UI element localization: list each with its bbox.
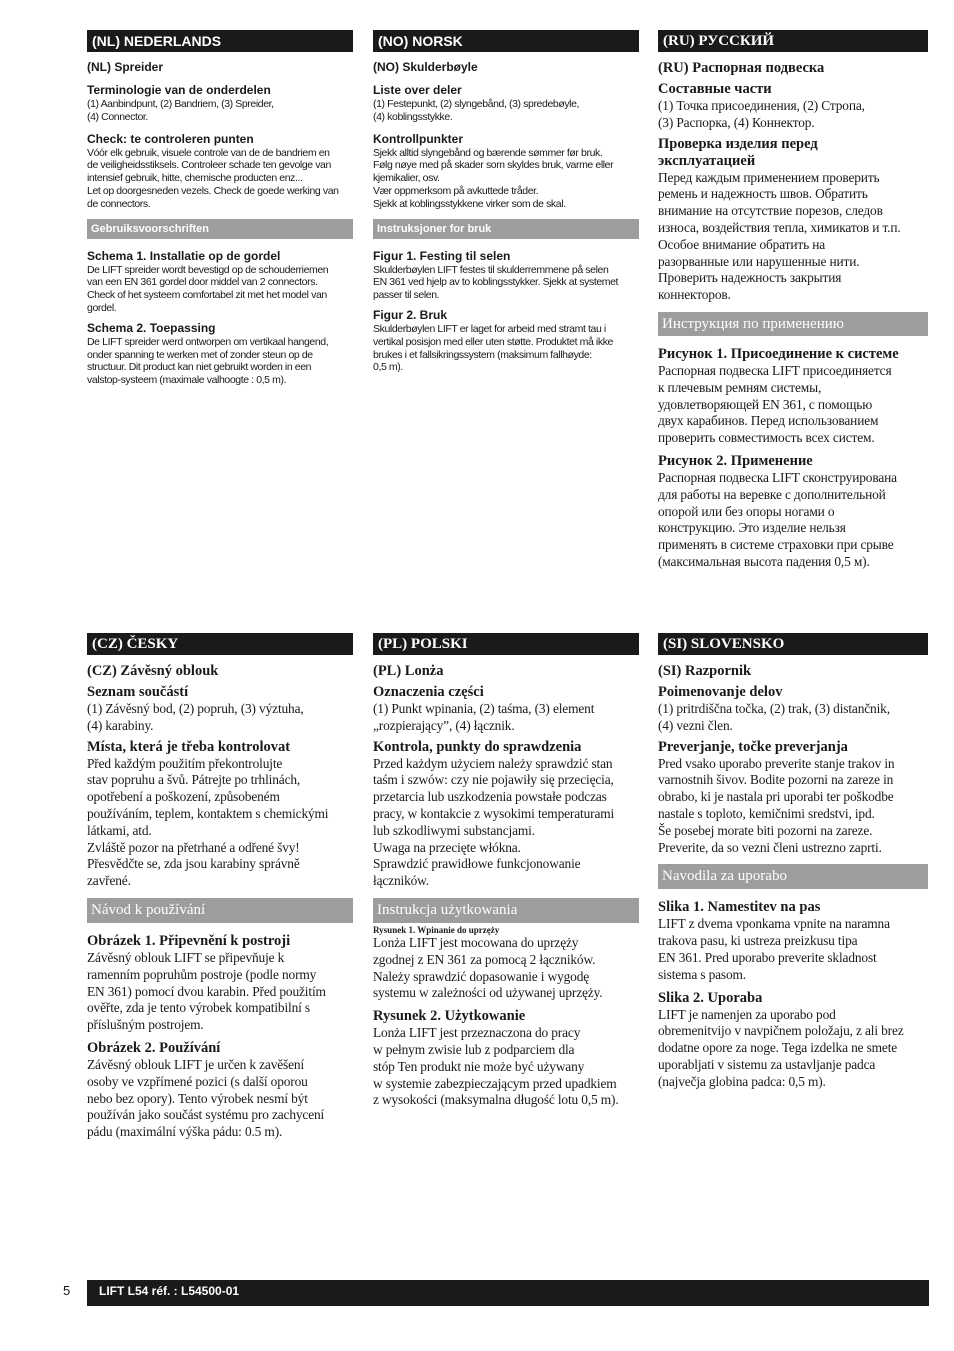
check-text: коннекторов. — [658, 287, 731, 303]
usage-section-header: Instruksjoner for bruk — [373, 219, 639, 239]
figure2-text: stóp Ten produkt nie może być używany — [373, 1058, 585, 1074]
usage-section-header: Instrukcja użytkowania — [373, 898, 639, 923]
figure1-text: gordel. — [87, 301, 117, 314]
figure1-heading: Schema 1. Installatie op de gordel — [87, 248, 281, 263]
product-title: (PL) Lonża — [373, 663, 444, 679]
parts-text: (1) Festepunkt, (2) slyngebånd, (3) spredebøyle, — [373, 98, 580, 110]
figure2-text: Skulderbøylen LIFT er laget for arbeid med stramt tau i — [373, 322, 606, 335]
figure1-text: Распорная подвеска LIFT присоединяется — [658, 362, 892, 378]
section-ru — [658, 30, 928, 571]
figure1-text: двух карабинов. Перед использованием — [658, 413, 879, 429]
figure2-text: w systemie zabezpieczającym przed upadkiem — [373, 1075, 617, 1091]
check-text: ремень и надежность швов. Обратить — [658, 186, 868, 202]
check-text: Особое внимание обратить на — [658, 236, 826, 252]
figure2-text: dodatne opore za noge. Tega izdelka ne smete — [658, 1040, 898, 1056]
check-heading: Check: te controleren punten — [87, 131, 254, 146]
parts-text: „rozpierający”, (4) łącznik. — [373, 717, 515, 733]
parts-text: (4) koblingsstykke. — [373, 110, 453, 123]
product-reference: LIFT L54 réf. : L54500-01 — [99, 1284, 240, 1298]
figure1-text: проверить совместимость всех систем. — [658, 430, 875, 446]
figure1-heading: Rysunek 1. Wpinanie do uprzęży — [373, 924, 500, 935]
figure2-text: obremenitvijo v navpičnem položaju, z ali brez — [658, 1023, 904, 1039]
parts-text: (1) Точка присоединения, (2) Стропа, — [658, 98, 865, 113]
parts-heading: Liste over deler — [373, 83, 462, 97]
usage-section-header: Navodila za uporabo — [658, 864, 928, 889]
check-text: Vóór elk gebruik, visuele controle van de de bandriem en — [87, 146, 330, 159]
check-text: varnostnih šivov. Bodite pozorni na zareze in — [658, 772, 894, 788]
figure1-text: passer til selen. — [373, 289, 440, 302]
figure1-text: zgodnej z EN 361 za pomocą 2 łączników. — [373, 951, 596, 967]
figure2-text: w pełnym zwisie lub z podparciem dla — [373, 1041, 575, 1057]
section-header: (RU) РУССКИЙ — [658, 30, 928, 52]
figure1-text: De LIFT spreider wordt bevestigd op de schouderriemen — [87, 263, 329, 276]
figure2-text: опорой или без опоры ногами о — [658, 503, 835, 519]
check-heading: Kontrola, punkty do sprawdzenia — [373, 738, 582, 755]
figure2-text: valstop-systeem (maximale valhoogte : 0,5 m). — [87, 374, 287, 387]
check-text: Še posebej morate biti pozorni na zareze. — [658, 822, 873, 838]
check-heading: Místa, která je třeba kontrolovat — [87, 738, 291, 755]
check-text: Følg nøye med på skader som skyldes bruk, varme eller — [373, 159, 614, 172]
section-header: (PL) POLSKI — [373, 633, 639, 655]
figure2-heading: Rysunek 2. Użytkowanie — [373, 1008, 526, 1025]
section-header: (NL) NEDERLANDS — [87, 30, 353, 52]
check-text: Let op doorgesneden vezels. Check de goede werking van — [87, 184, 339, 197]
parts-heading: Terminologie van de onderdelen — [87, 83, 271, 97]
figure2-text: (največja globina padca: 0,5 m). — [658, 1073, 826, 1089]
parts-heading: Составные части — [658, 81, 772, 97]
product-title: (CZ) Závěsný oblouk — [87, 663, 219, 679]
product-title: (NO) Skulderbøyle — [373, 60, 478, 74]
figure2-text: z wysokości (maksymalna długość lotu 0,5 m). — [373, 1092, 619, 1108]
section-no — [373, 30, 639, 374]
product-title: (SI) Razpornik — [658, 663, 752, 679]
figure2-heading: Schema 2. Toepassing — [87, 320, 216, 335]
figure2-text: для работы на веревке с дополнительной — [658, 486, 886, 502]
figure2-text: uporabljati v sistemu za ustavljanje padca — [658, 1056, 876, 1072]
parts-text: (1) pritrdiščna točka, (2) trak, (3) distančnik, — [658, 701, 890, 716]
check-text: nastale s toploto, kemičnimi sredstvi, ipd. — [658, 805, 875, 821]
figure2-text: De LIFT spreider werd ontworpen om vertikaal hangend, — [87, 335, 329, 348]
figure2-text: používán jako součást systému pro zachycení — [87, 1107, 325, 1123]
check-text: pracy, w kontakcie z wysokimi temperaturami — [373, 805, 615, 821]
figure1-text: Check of het systeem comfortabel zit met het model van — [87, 289, 327, 302]
check-text: stav popruhu a švů. Pátrejte po trhlinách, — [87, 772, 301, 788]
check-text: przetarcia lub uszkodzenia powstałe podczas — [373, 789, 607, 805]
figure2-text: pádu (maximální výška pádu: 0.5 m). — [87, 1124, 283, 1140]
check-text: Sjekk at koblingsstykkene virker som de skal. — [373, 197, 566, 210]
check-text: Sprawdzić prawidłowe funkcjonowanie — [373, 856, 581, 872]
parts-text: (4) karabiny. — [87, 717, 154, 733]
check-text: износа, воздействия тепла, химикатов и т.п. — [658, 219, 901, 235]
check-text: łączników. — [373, 873, 430, 889]
figure2-heading: Obrázek 2. Používání — [87, 1039, 221, 1056]
section-header: (NO) NORSK — [373, 30, 639, 52]
parts-text: (1) Aanbindpunt, (2) Bandriem, (3) Spreider, — [87, 98, 274, 110]
figure2-text: structuur. Dit product kan niet gebruikt worden in een — [87, 361, 312, 374]
figure2-text: onder spanning te werken met of zonder steun op de — [87, 348, 313, 361]
check-text: taśm i szwów: czy nie pojawiły się przecięcia, — [373, 772, 614, 788]
parts-heading: Seznam součástí — [87, 684, 189, 700]
section-cz — [87, 633, 353, 1141]
parts-text: (4) vezni člen. — [658, 717, 733, 733]
figure2-text: применять в системе страховки при срыве — [658, 537, 894, 553]
figure2-heading: Рисунок 2. Применение — [658, 452, 813, 469]
figure2-text: LIFT je namenjen za uporabo pod — [658, 1006, 836, 1022]
check-text: Pred vsako uporabo preverite stanje trakov in — [658, 755, 895, 771]
figure1-heading: Obrázek 1. Připevnění k postroji — [87, 932, 291, 949]
check-text: Preverite, da so vezni členi ustrezno zaprti. — [658, 839, 882, 855]
check-text: obrabo, ki je nastala pri uporabi ter poškodbe — [658, 789, 894, 805]
figure1-text: EN 361) pomocí dvou karabin. Před použitím — [87, 983, 326, 999]
figure2-heading: Slika 2. Uporaba — [658, 989, 763, 1006]
section-si — [658, 633, 928, 1091]
check-text: zavřené. — [87, 873, 131, 889]
figure1-text: EN 361 ved hjelp av to koblingsstykker. Sjekk at systemet — [373, 276, 619, 289]
check-text: Vær oppmerksom på avkuttede tråder. — [373, 184, 539, 197]
figure1-heading: Slika 1. Namestitev na pas — [658, 899, 821, 916]
parts-text: (3) Распорка, (4) Коннектор. — [658, 114, 815, 130]
check-text: разорванные или нарушенные нити. — [658, 253, 860, 269]
figure1-heading: Рисунок 1. Присоединение к системе — [658, 345, 899, 362]
parts-heading: Oznaczenia części — [373, 684, 484, 700]
check-text: Перед каждым применением проверить — [658, 169, 880, 185]
figure2-text: nebo bez opory). Tento výrobek nesmí být — [87, 1090, 308, 1106]
check-text: používáním, teplem, kontaktem s chemickými — [87, 805, 329, 821]
figure2-text: (максимальная высота падения 0,5 м). — [658, 553, 870, 569]
footer-reference-bar — [87, 1280, 929, 1306]
check-text: Проверить надежность закрытия — [658, 270, 842, 286]
check-heading: эксплуатацией — [658, 152, 756, 169]
figure1-text: Należy sprawdzić dopasowanie i wygodę — [373, 968, 590, 984]
figure2-heading: Figur 2. Bruk — [373, 307, 448, 322]
product-title: (NL) Spreider — [87, 60, 164, 74]
check-heading: Kontrollpunkter — [373, 131, 463, 146]
figure2-text: Závěsný oblouk LIFT je určen k zavěšení — [87, 1056, 305, 1072]
check-text: kjemikalier, osv. — [373, 172, 440, 185]
check-heading: Проверка изделия перед — [658, 135, 818, 152]
check-text: Przed każdym użyciem należy sprawdzić stan — [373, 755, 613, 771]
figure2-text: brukes i et fallsikringssystem (maksimum fallhøyde: — [373, 348, 592, 361]
check-text: opotřebení a poškození, způsobeném — [87, 789, 280, 805]
figure2-text: osoby ve vzpřímené pozici (s další oporou — [87, 1073, 308, 1089]
figure1-text: EN 361. Pred uporabo preverite skladnost — [658, 949, 877, 965]
figure1-text: Skulderbøylen LIFT festes til skulderremmene på selen — [373, 263, 609, 276]
parts-text: (1) Punkt wpinania, (2) taśma, (3) element — [373, 701, 595, 716]
figure1-text: LIFT z dvema vponkama vpnite na naramna — [658, 916, 890, 932]
figure1-text: ramenním popruhům postroje (podle normy — [87, 966, 317, 982]
usage-section-header: Gebruiksvoorschriften — [87, 219, 353, 239]
parts-text: (1) Závěsný bod, (2) popruh, (3) výztuha, — [87, 701, 304, 716]
usage-section-header: Návod k používání — [87, 898, 353, 923]
figure2-text: конструкцию. Это изделие нельзя — [658, 520, 846, 536]
check-text: de veiligheidsstiksels. Controleer schade ten gevolge van — [87, 159, 331, 172]
figure1-text: systemu w zależności od używanej uprzęży. — [373, 985, 603, 1001]
figure1-text: sistema s pasom. — [658, 966, 746, 982]
check-text: Uwaga na przecięte włókna. — [373, 839, 521, 855]
figure1-text: Lonża LIFT jest mocowana do uprzęży — [373, 934, 579, 950]
figure1-text: удовлетворяющей EN 361, с помощью — [658, 396, 873, 412]
check-text: intensief gebruik, hitte, chemische producten enz... — [87, 172, 303, 185]
check-text: Před každým použitím překontrolujte — [87, 755, 283, 771]
check-text: látkami, atd. — [87, 822, 152, 838]
check-text: Zvláště pozor na přetrhané a odřené švy! — [87, 839, 300, 855]
product-title: (RU) Распорная подвеска — [658, 60, 825, 76]
figure1-text: ověřte, zda je tento výrobek kompatibilní s — [87, 1000, 310, 1016]
figure1-heading: Figur 1. Festing til selen — [373, 248, 511, 263]
check-text: de connectors. — [87, 197, 151, 210]
parts-text: (4) Connector. — [87, 110, 148, 123]
check-text: Přesvědčte se, zda jsou karabiny správně — [87, 856, 300, 872]
figure1-text: Závěsný oblouk LIFT se připevňuje k — [87, 949, 285, 965]
page-number: 5 — [63, 1283, 71, 1298]
check-text: внимание на отсутствие порезов, следов — [658, 203, 883, 219]
usage-section-header: Инструкция по применению — [658, 312, 928, 336]
figure1-text: trakova pasu, ki ustreza preizkusu tipa — [658, 933, 858, 949]
parts-heading: Poimenovanje delov — [658, 684, 783, 700]
section-header: (SI) SLOVENSKO — [658, 633, 928, 655]
figure2-text: 0,5 m). — [373, 361, 403, 374]
section-header: (CZ) ČESKY — [87, 633, 353, 655]
figure1-text: příslušným postrojem. — [87, 1017, 204, 1033]
figure2-text: Распорная подвеска LIFT сконструирована — [658, 469, 897, 485]
figure1-text: к плечевым ремням системы, — [658, 379, 822, 395]
figure1-text: van een EN 361 gordel door middel van 2 connectors. — [87, 276, 318, 289]
figure2-text: vertikal posisjon med eller uten støtte. Produktet må ikke — [373, 335, 613, 348]
check-text: lub szkodliwymi substancjami. — [373, 822, 535, 838]
figure2-text: Lonża LIFT jest przeznaczona do pracy — [373, 1025, 581, 1041]
check-heading: Preverjanje, točke preverjanja — [658, 738, 848, 755]
check-text: Sjekk alltid slyngebånd og bærende sømmer før bruk. — [373, 146, 603, 159]
section-pl — [373, 633, 639, 1109]
section-nl — [87, 30, 353, 387]
